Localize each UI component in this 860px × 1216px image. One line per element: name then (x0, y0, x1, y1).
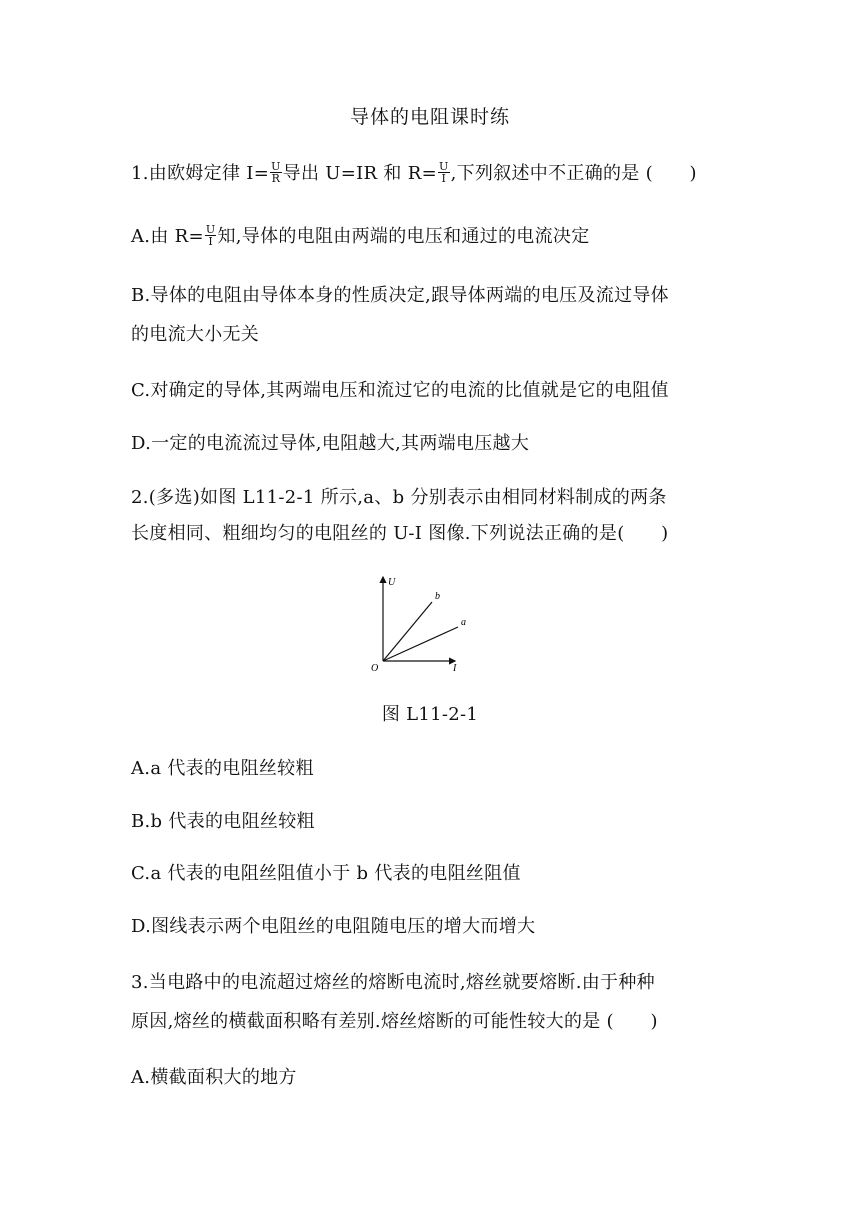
q1-fraction-u-over-r (270, 161, 282, 184)
q1-stem (131, 159, 697, 186)
q1-option-c: C.对确定的导体,其两端电压和流过它的电流的比值就是它的电阻值 (131, 380, 669, 401)
q1-option-b-line1: B.导体的电阻由导体本身的性质决定,跟导体两端的电压及流过导体 (131, 285, 669, 306)
q2-option-c: C.a 代表的电阻丝阻值小于 b 代表的电阻丝阻值 (131, 863, 521, 884)
fraction-denominator: R (271, 171, 281, 185)
q2-option-a: A.a 代表的电阻丝较粗 (131, 758, 314, 779)
line-a-label: a (461, 617, 466, 628)
q1-stem-suffix: ,下列叙述中不正确的是 ( ) (450, 163, 697, 184)
q1-option-a-fraction (205, 224, 217, 247)
q2-option-d: D.图线表示两个电阻丝的电阻随电压的增大而增大 (131, 916, 536, 937)
fraction-denominator: I (441, 171, 447, 185)
line-b (383, 602, 432, 661)
q1-option-b-line2: 的电流大小无关 (131, 324, 260, 345)
q3-option-a: A.横截面积大的地方 (131, 1067, 297, 1088)
q1-option-a (131, 222, 590, 249)
q2-stem-line1: 2.(多选)如图 L11-2-1 所示,a、b 分别表示由相同材料制成的两条 (131, 487, 667, 508)
origin-label: O (371, 663, 379, 674)
q1-option-d: D.一定的电流流过导体,电阻越大,其两端电压越大 (131, 433, 530, 454)
fraction-numerator: U (439, 159, 449, 173)
q3-stem-line1: 3.当电路中的电流超过熔丝的熔断电流时,熔丝就要熔断.由于种种 (131, 972, 655, 993)
q1-option-a-prefix: A.由 R= (131, 226, 204, 247)
page-title: 导体的电阻课时练 (349, 106, 510, 128)
line-b-label: b (435, 591, 440, 602)
fraction-numerator: U (271, 159, 281, 173)
q1-option-a-suffix: 知,导体的电阻由两端的电压和通过的电流决定 (217, 226, 590, 247)
u-axis-label: U (388, 577, 396, 588)
fraction-numerator: U (205, 222, 216, 236)
fraction-denominator: I (208, 234, 213, 248)
q3-stem-line2: 原因,熔丝的横截面积略有差别.熔丝熔断的可能性较大的是 ( ) (131, 1011, 658, 1032)
figure-caption: 图 L11-2-1 (381, 704, 479, 725)
q2-option-b: B.b 代表的电阻丝较粗 (131, 811, 315, 832)
q1-stem-prefix: 1.由欧姆定律 I= (131, 163, 270, 184)
q2-stem-line2: 长度相同、粗细均匀的电阻丝的 U-I 图像.下列说法正确的是( ) (131, 523, 669, 544)
q1-fraction-u-over-i (438, 161, 450, 184)
line-a (383, 627, 458, 661)
i-axis-label: I (453, 663, 457, 674)
q1-stem-middle: 导出 U=IR 和 R= (282, 163, 437, 184)
q2-ui-graph-figure (368, 572, 466, 674)
